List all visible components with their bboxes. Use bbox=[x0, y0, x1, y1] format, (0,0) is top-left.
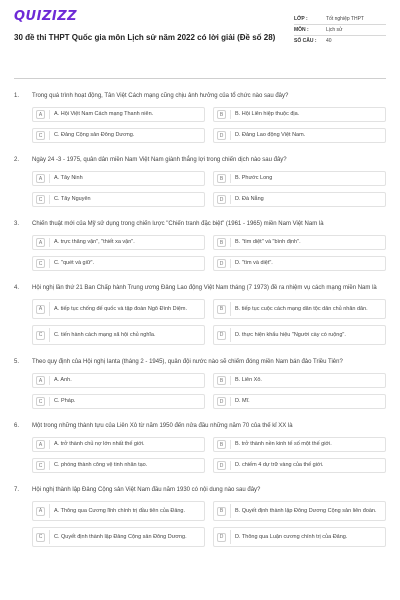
question-number: 4. bbox=[14, 285, 20, 291]
meta-row-class bbox=[294, 14, 386, 25]
option-separator bbox=[49, 376, 50, 385]
option-letter-box: D bbox=[217, 131, 226, 140]
option-text: A. Tây Ninh bbox=[54, 175, 83, 181]
option-text: D. Thông qua Luận cương chính trị của Đảng. bbox=[235, 533, 348, 540]
option-separator bbox=[230, 174, 231, 183]
answer-option[interactable] bbox=[213, 527, 386, 547]
answer-option[interactable] bbox=[32, 437, 205, 452]
option-letter-box: A bbox=[36, 507, 45, 516]
question-text: Hội nghị lần thứ 21 Ban Chấp hành Trung ương Đảng Lao động Việt Nam tháng (7 1973) đề ra nhiệm vụ cách mạng miền Nam là bbox=[32, 285, 377, 291]
question-row bbox=[14, 486, 386, 494]
answer-option[interactable] bbox=[32, 299, 205, 319]
option-text: D. Đà Nẵng bbox=[235, 196, 264, 202]
option-text: A. trực thăng vận", "thiết xa vận". bbox=[54, 239, 135, 245]
option-text: D. thực hiện khẩu hiệu "Người cày có ruộng". bbox=[235, 331, 346, 338]
meta-label: SỐ CÂU : bbox=[294, 38, 317, 44]
question-text: Một trong những thành tựu của Liên Xô từ năm 1950 đến nửa đầu những năm 70 của thế kỉ XX là bbox=[32, 423, 293, 429]
worksheet-header bbox=[14, 10, 386, 66]
option-letter-box: B bbox=[217, 376, 226, 385]
answer-option[interactable] bbox=[32, 373, 205, 388]
answer-option[interactable] bbox=[32, 501, 205, 521]
answer-option[interactable] bbox=[213, 128, 386, 143]
meta-value: 40 bbox=[326, 38, 332, 44]
option-separator bbox=[230, 259, 231, 268]
question-row bbox=[14, 92, 386, 100]
question-item bbox=[14, 358, 386, 409]
option-text: A. trở thành chủ nợ lớn nhất thế giới. bbox=[54, 441, 145, 447]
option-letter-box: B bbox=[217, 440, 226, 449]
option-text: B. Quyết định thành lập Đông Dương Cộng sản liên đoàn. bbox=[235, 507, 377, 514]
answer-option[interactable] bbox=[213, 171, 386, 186]
option-text: B. Liên Xô. bbox=[235, 377, 262, 383]
option-separator bbox=[230, 131, 231, 140]
option-separator bbox=[49, 530, 50, 544]
answer-option[interactable] bbox=[213, 235, 386, 250]
option-text: A. Hội Việt Nam Cách mạng Thanh niên. bbox=[54, 111, 154, 117]
question-text: Trong quá trình hoạt động, Tân Việt Cách mạng cũng chịu ảnh hưởng của tổ chức nào sau đây? bbox=[32, 93, 289, 99]
answer-options bbox=[14, 107, 386, 143]
option-letter-box: D bbox=[217, 259, 226, 268]
answer-option[interactable] bbox=[213, 299, 386, 319]
option-separator bbox=[230, 397, 231, 406]
option-text: B. tiếp tục cuộc cách mạng dân tộc dân chủ nhân dân. bbox=[235, 305, 368, 312]
option-letter-box: C bbox=[36, 259, 45, 268]
option-letter-box: D bbox=[217, 461, 226, 470]
option-text: D. chiếm 4 dự trữ vàng của thế giới. bbox=[235, 462, 324, 468]
question-number: 1. bbox=[14, 93, 20, 99]
option-letter-box: C bbox=[36, 195, 45, 204]
answer-option[interactable] bbox=[213, 458, 386, 473]
option-text: C. Quyết định thành lập Đảng Cộng sản Đông Dương. bbox=[54, 533, 187, 540]
question-list bbox=[14, 92, 386, 547]
option-separator bbox=[230, 440, 231, 449]
option-letter-box: A bbox=[36, 174, 45, 183]
answer-option[interactable] bbox=[213, 501, 386, 521]
question-number: 6. bbox=[14, 423, 20, 429]
option-separator bbox=[230, 461, 231, 470]
option-letter-box: D bbox=[217, 533, 226, 542]
option-separator bbox=[230, 504, 231, 518]
option-letter-box: C bbox=[36, 331, 45, 340]
question-number: 2. bbox=[14, 157, 20, 163]
option-separator bbox=[230, 195, 231, 204]
answer-options bbox=[14, 437, 386, 473]
answer-option[interactable] bbox=[32, 325, 205, 345]
question-text: Hội nghị thành lập Đảng Cộng sản Việt Nam đầu năm 1930 có nội dung nào sau đây? bbox=[32, 487, 261, 493]
answer-option[interactable] bbox=[32, 192, 205, 207]
option-separator bbox=[49, 195, 50, 204]
option-letter-box: A bbox=[36, 376, 45, 385]
option-text: A. tiếp tục chống đế quốc và tập đoàn Ngô Đình Diệm. bbox=[54, 305, 187, 312]
meta-label: MÔN : bbox=[294, 27, 309, 33]
question-row bbox=[14, 358, 386, 366]
question-item bbox=[14, 156, 386, 207]
option-text: B. Hội Liên hiệp thuộc địa. bbox=[235, 111, 300, 117]
answer-option[interactable] bbox=[32, 527, 205, 547]
header-left bbox=[14, 10, 284, 43]
answer-option[interactable] bbox=[32, 256, 205, 271]
option-text: B. Phước Long bbox=[235, 175, 273, 181]
option-separator bbox=[49, 259, 50, 268]
option-letter-box: B bbox=[217, 110, 226, 119]
question-row bbox=[14, 422, 386, 430]
option-text: C. Pháp. bbox=[54, 398, 76, 404]
answer-option[interactable] bbox=[32, 171, 205, 186]
option-text: A. Anh. bbox=[54, 377, 72, 383]
worksheet-meta bbox=[294, 14, 386, 46]
answer-options bbox=[14, 501, 386, 547]
option-separator bbox=[49, 302, 50, 316]
option-separator bbox=[230, 238, 231, 247]
question-number: 5. bbox=[14, 359, 20, 365]
option-letter-box: D bbox=[217, 195, 226, 204]
option-separator bbox=[49, 440, 50, 449]
option-separator bbox=[49, 174, 50, 183]
meta-value: Tốt nghiệp THPT bbox=[326, 16, 364, 22]
meta-row-subject bbox=[294, 25, 386, 36]
option-letter-box: B bbox=[217, 507, 226, 516]
option-text: C. phóng thành công vệ tinh nhân tạo. bbox=[54, 462, 148, 468]
question-text: Chiến thuật mới của Mỹ sử dụng trong chiến lược "Chiến tranh đặc biệt" (1961 - 1965) miền Nam Việt Nam là bbox=[32, 221, 324, 227]
option-letter-box: B bbox=[217, 305, 226, 314]
option-separator bbox=[230, 110, 231, 119]
question-item bbox=[14, 486, 386, 547]
option-text: C. Tây Nguyên bbox=[54, 196, 91, 202]
option-separator bbox=[230, 328, 231, 342]
option-letter-box: D bbox=[217, 397, 226, 406]
answer-option[interactable] bbox=[213, 373, 386, 388]
option-letter-box: C bbox=[36, 131, 45, 140]
option-text: D. "tìm và diệt". bbox=[235, 260, 273, 266]
option-letter-box: C bbox=[36, 397, 45, 406]
question-item bbox=[14, 422, 386, 473]
option-text: A. Thông qua Cương lĩnh chính trị đầu tiên của Đảng. bbox=[54, 507, 186, 514]
option-separator bbox=[49, 504, 50, 518]
option-letter-box: B bbox=[217, 238, 226, 247]
question-text: Ngày 24 -3 - 1975, quân dân miền Nam Việt Nam giành thắng lợi trong chiến dịch nào sau đây? bbox=[32, 157, 287, 163]
option-letter-box: C bbox=[36, 461, 45, 470]
question-row bbox=[14, 156, 386, 164]
meta-value: Lịch sử bbox=[326, 27, 343, 33]
answer-option[interactable] bbox=[32, 394, 205, 409]
option-separator bbox=[230, 530, 231, 544]
option-letter-box: C bbox=[36, 533, 45, 542]
question-number: 7. bbox=[14, 487, 20, 493]
option-text: C. Đảng Cộng sản Đông Dương. bbox=[54, 132, 135, 138]
option-separator bbox=[230, 302, 231, 316]
option-letter-box: D bbox=[217, 331, 226, 340]
option-text: C. tiến hành cách mạng xã hội chủ nghĩa. bbox=[54, 331, 156, 338]
answer-options bbox=[14, 171, 386, 207]
meta-row-count bbox=[294, 36, 386, 46]
answer-option[interactable] bbox=[213, 107, 386, 122]
answer-option[interactable] bbox=[213, 256, 386, 271]
answer-option[interactable] bbox=[213, 394, 386, 409]
question-item bbox=[14, 92, 386, 143]
option-separator bbox=[49, 110, 50, 119]
option-separator bbox=[49, 238, 50, 247]
question-number: 3. bbox=[14, 221, 20, 227]
answer-option[interactable] bbox=[213, 192, 386, 207]
option-letter-box: B bbox=[217, 174, 226, 183]
option-separator bbox=[49, 397, 50, 406]
answer-option[interactable] bbox=[32, 128, 205, 143]
option-separator bbox=[230, 376, 231, 385]
answer-option[interactable] bbox=[213, 325, 386, 345]
option-letter-box: A bbox=[36, 238, 45, 247]
answer-option[interactable] bbox=[32, 107, 205, 122]
option-separator bbox=[49, 131, 50, 140]
question-item bbox=[14, 220, 386, 271]
answer-options bbox=[14, 299, 386, 345]
answer-option[interactable] bbox=[213, 437, 386, 452]
option-letter-box: A bbox=[36, 110, 45, 119]
answer-options bbox=[14, 373, 386, 409]
option-separator bbox=[49, 461, 50, 470]
worksheet-title: 30 đề thi THPT Quốc gia môn Lịch sử năm 2022 có lời giải (Đề số 28) bbox=[14, 33, 276, 42]
question-text: Theo quy định của Hội nghị Ianta (tháng 2 - 1945), quân đội nước nào sẽ chiếm đóng miền Nam bán đảo Triều Tiên? bbox=[32, 359, 343, 365]
option-text: B. trở thành nền kinh tế số một thế giới. bbox=[235, 441, 332, 447]
option-text: D. Đảng Lao động Việt Nam. bbox=[235, 132, 306, 138]
option-letter-box: A bbox=[36, 305, 45, 314]
option-text: D. Mĩ. bbox=[235, 398, 250, 404]
option-separator bbox=[49, 328, 50, 342]
header-divider bbox=[14, 78, 386, 79]
question-row bbox=[14, 220, 386, 228]
option-letter-box: A bbox=[36, 440, 45, 449]
quizizz-logo: QUIZIZZ bbox=[14, 9, 78, 24]
answer-option[interactable] bbox=[32, 458, 205, 473]
answer-option[interactable] bbox=[32, 235, 205, 250]
question-row bbox=[14, 284, 386, 292]
meta-label: LỚP : bbox=[294, 16, 308, 22]
option-text: B. "tìm diệt" và "bình định". bbox=[235, 239, 301, 245]
answer-options bbox=[14, 235, 386, 271]
question-item bbox=[14, 284, 386, 345]
option-text: C. "quét và giữ". bbox=[54, 260, 94, 266]
